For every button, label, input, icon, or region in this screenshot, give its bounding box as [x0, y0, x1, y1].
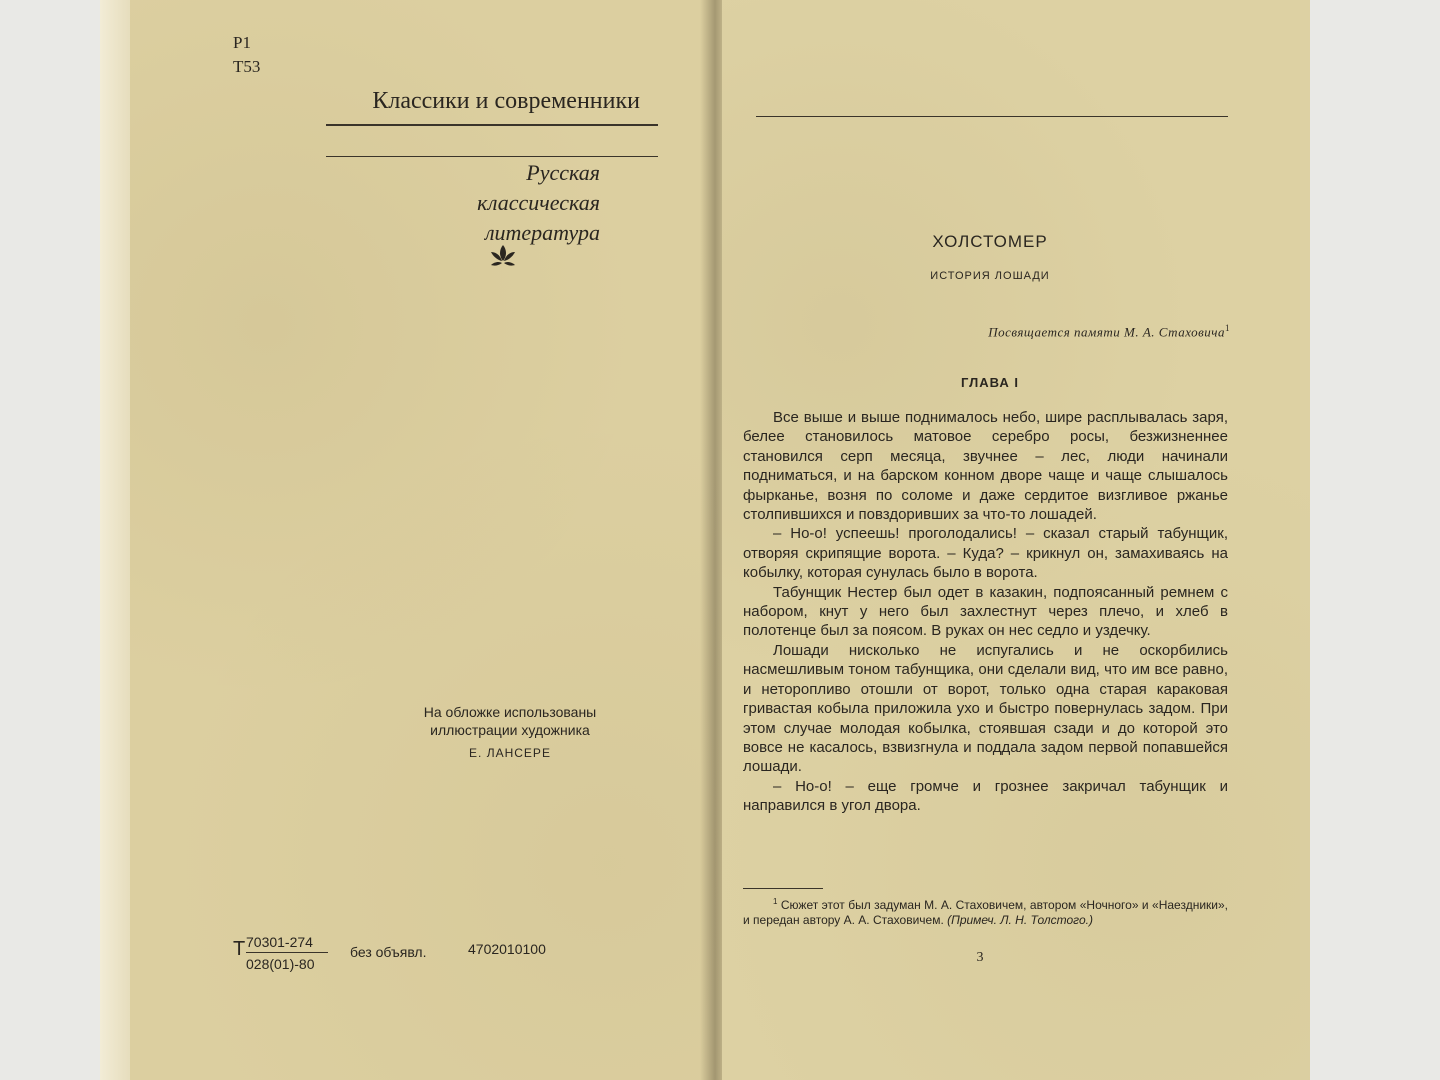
subseries-line: классическая [477, 190, 600, 215]
cover-note [360, 703, 660, 739]
cover-note-line: На обложке использованы [423, 704, 597, 720]
publication-code-denominator: 028(01)-80 [246, 956, 315, 972]
chapter-heading: ГЛАВА I [961, 375, 1019, 390]
isbn-code: 4702010100 [468, 941, 546, 957]
paragraph: – Но-о! успеешь! проголодались! – сказал старый табунщик, отворяя скрипящие ворота. – Куда? – крикнул он, замахиваясь на кобылку, которая сунулась было в ворота. [743, 525, 1228, 582]
chapter-text [743, 408, 1228, 816]
subseries-line: Русская [526, 160, 600, 185]
page-number: 3 [976, 950, 984, 965]
footnote-mark: 1 [773, 897, 778, 906]
work-title: ХОЛСТОМЕР [932, 232, 1048, 251]
work-subtitle: ИСТОРИЯ ЛОШАДИ [930, 270, 1050, 282]
series-rule-bottom [326, 156, 658, 157]
paragraph: – Но-о! – еще громче и грознее закричал табунщик и направился в угол двора. [743, 777, 1228, 815]
paragraph: Все выше и выше поднималось небо, шире расплывалась заря, белее становилось матовое серебро росы, безжизненнее становился серп месяца, звучнее – лес, люди начинали подниматься, и на барском конном дворе чаще и чаще слышалось фырканье, возня по соломе и даже сердитое визгливое ржанье столпившихся и повздоривших за что-то лошадей. [743, 409, 1228, 524]
paragraph: Табунщик Нестер был одет в казакин, подпоясанный ремнем с набором, кнут у него был захлестнут через плечо, и хлеб в полотенце был за поясом. В руках он нес седло и уздечку. [743, 583, 1228, 640]
dedication [870, 323, 1230, 340]
publication-code-numerator: 70301-274 [246, 934, 313, 950]
dedication-text: Посвящается памяти М. А. Стаховича [988, 324, 1225, 340]
price-note: без объявл. [350, 944, 427, 960]
series-rule-top [326, 124, 658, 126]
publication-code-letter: Т [233, 938, 246, 960]
footnote-author-note: (Примеч. Л. Н. Толстого.) [947, 913, 1093, 927]
series-title: Классики и современники [372, 88, 640, 114]
cover-artist: Е. ЛАНСЕРЕ [469, 746, 551, 760]
paragraph: Лошади нисколько не испугались и не оскорбились насмешливым тоном табунщика, они сделали вид, что им все равно, и неторопливо отошли от ворот, только одна старая караковая гривастая кобыла приложила ухо и быстро повернулась задом. При этом случае молодая кобылка, стоявшая сзади и до которой это вовсе не касалось, взвизгнула и поддала задом первой попавшейся лошади. [743, 641, 1228, 776]
footnote [743, 894, 1228, 928]
leaf-emblem-icon [488, 242, 518, 272]
footnote-text: Сюжет этот был задуман М. А. Стаховичем, автором «Ночного» и «Наездники», и передан автору А. А. Стаховичем. [743, 898, 1228, 927]
publication-code-fraction-line [246, 952, 328, 953]
subseries-line: литература [484, 220, 600, 245]
cover-note-line: иллюстрации художника [430, 722, 590, 738]
book-edge [100, 0, 130, 1080]
footnote-rule [743, 888, 823, 889]
header-rule [756, 116, 1228, 117]
subseries-title [400, 158, 600, 248]
library-code-2: Т53 [233, 57, 261, 76]
library-code-1: Р1 [233, 33, 251, 52]
dedication-footnote-mark: 1 [1225, 323, 1230, 333]
